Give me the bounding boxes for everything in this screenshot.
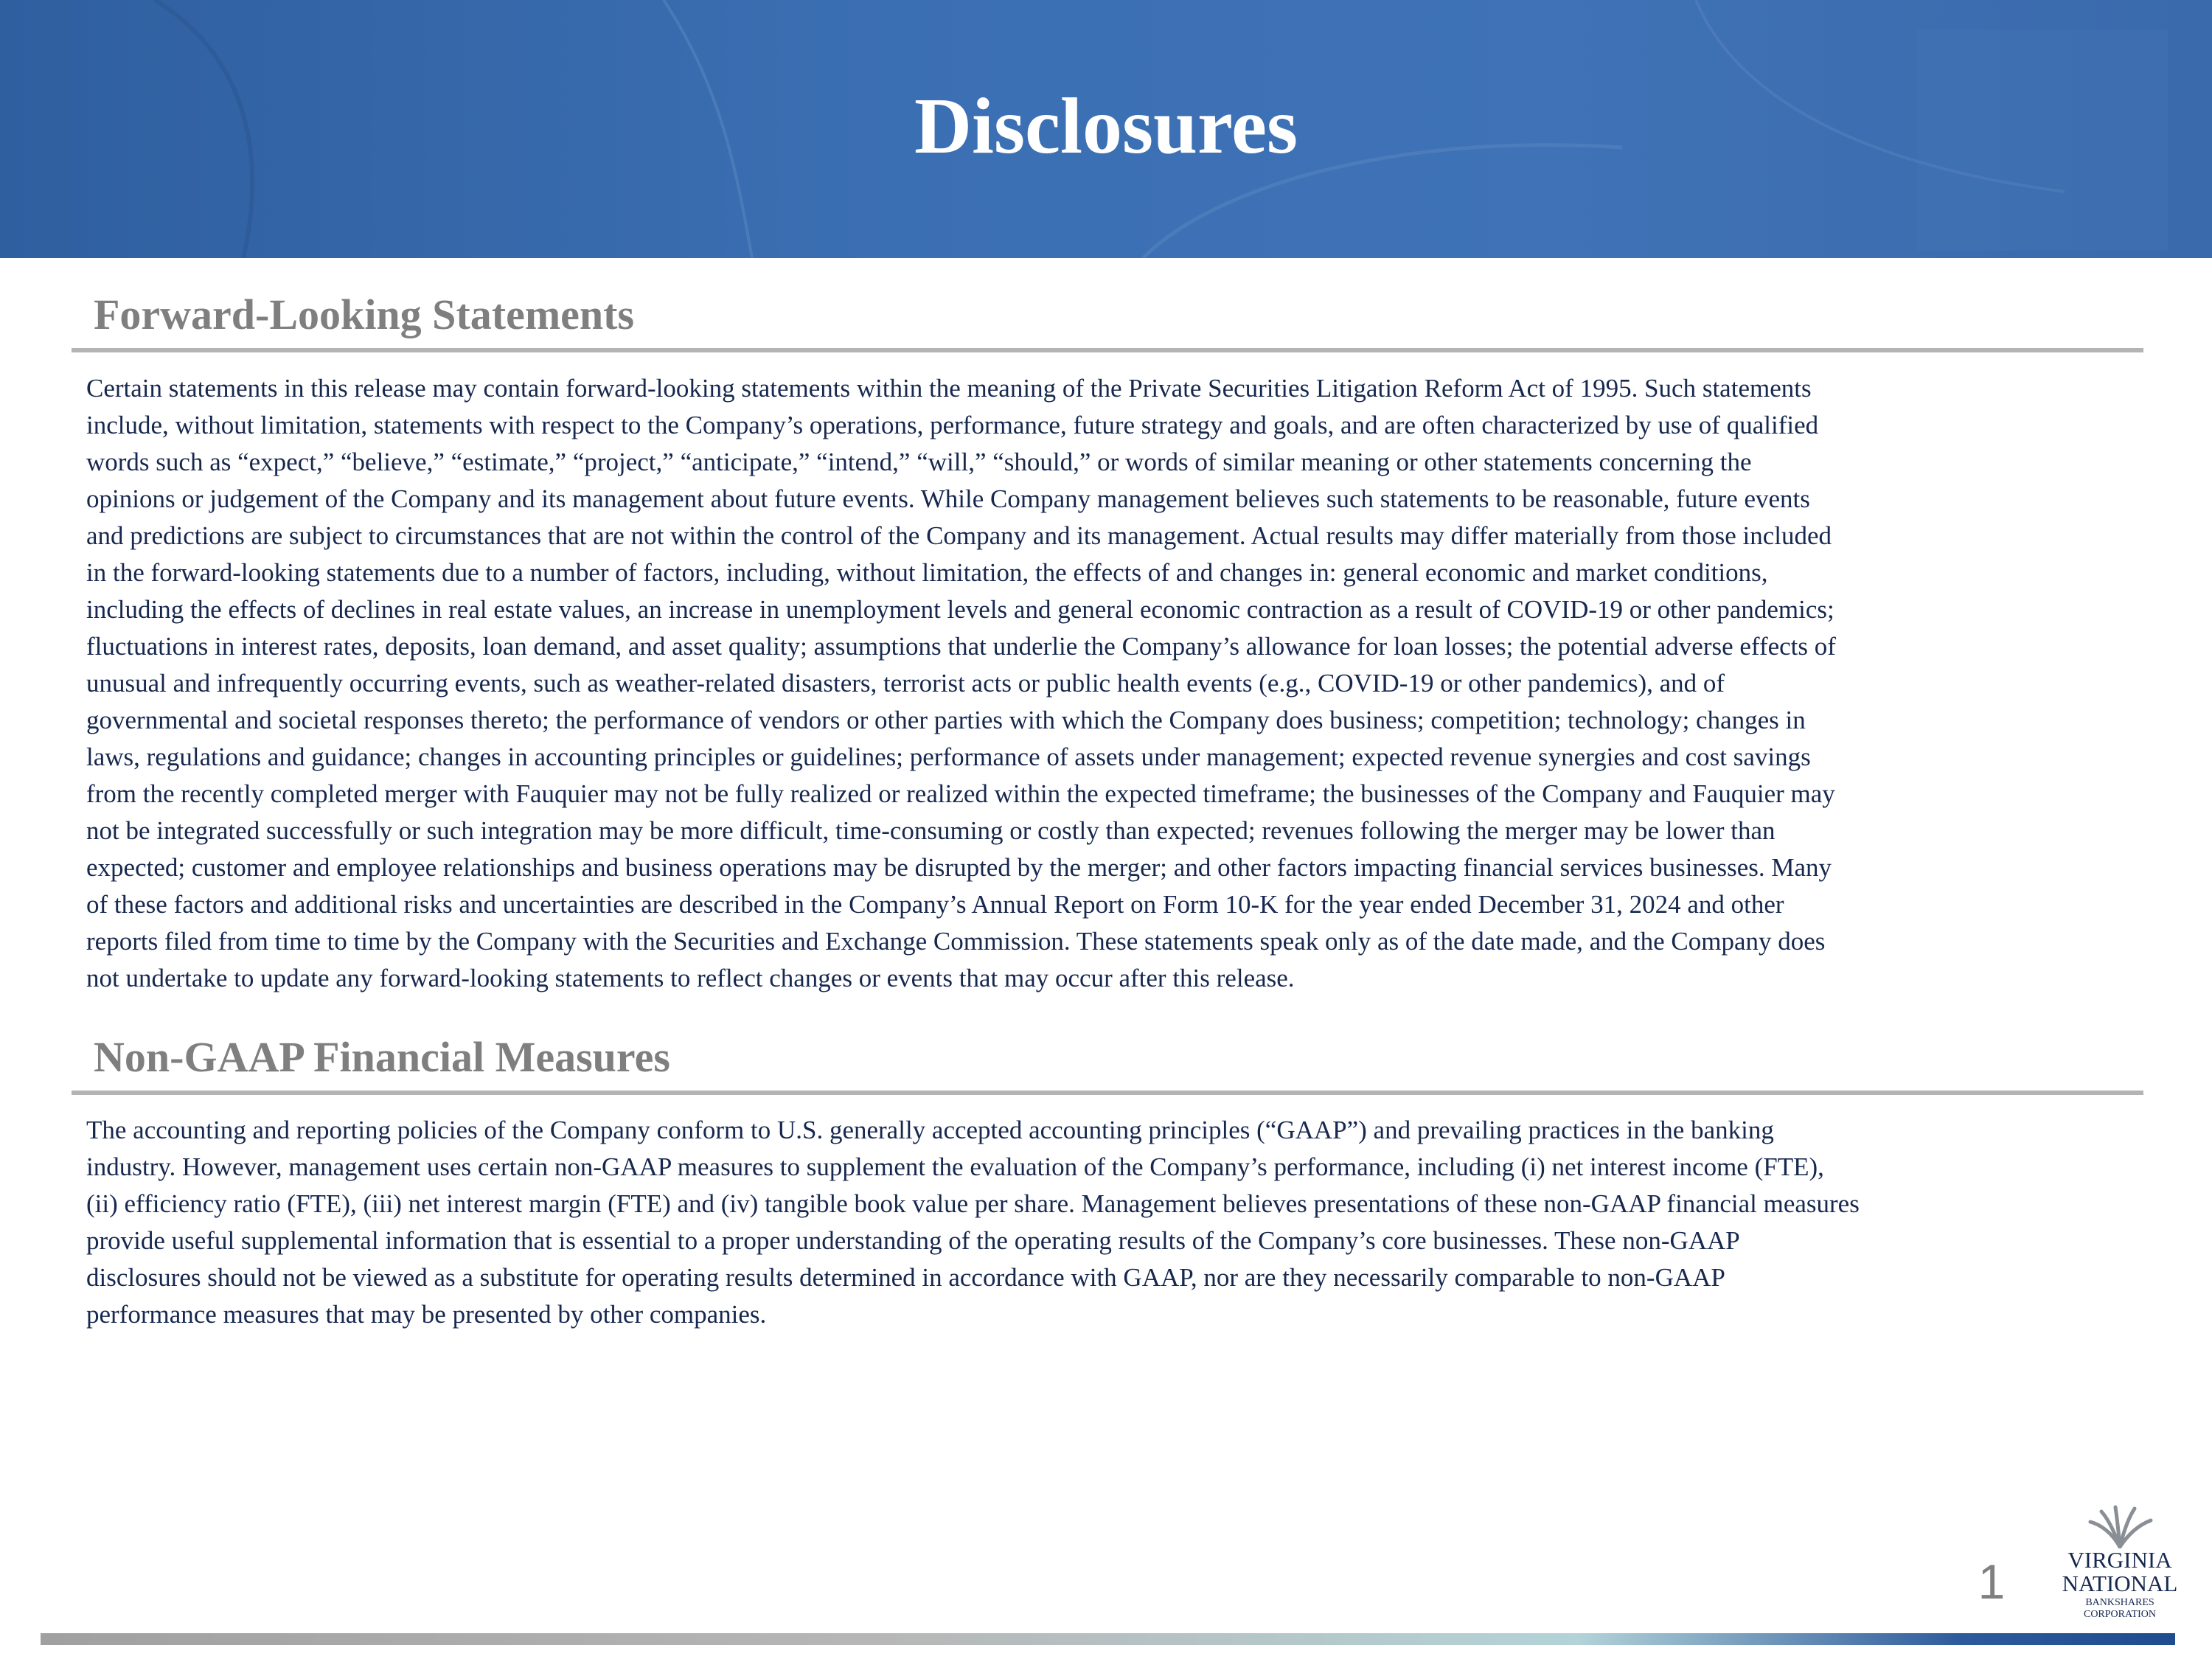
paragraph-line: industry. However, management uses certain non-GAAP measures to supplement the evaluation of the Company’s performance, including (i) net interest income (FTE),	[86, 1152, 1824, 1181]
logo-text-virginia: VIRGINIA	[2067, 1547, 2172, 1573]
non-gaap-paragraph	[86, 1112, 2143, 1333]
paragraph-line: in the forward-looking statements due to a number of factors, including, without limitation, the effects of and changes in: general economic and market conditions,	[86, 558, 1768, 587]
paragraph-line: laws, regulations and guidance; changes in accounting principles or guidelines; performance of assets under management; expected revenue synergies and cost savings	[86, 742, 1811, 771]
page-title: Disclosures	[914, 83, 1298, 170]
footer-gradient-bar	[41, 1633, 2175, 1645]
paragraph-line: provide useful supplemental information that is essential to a proper understanding of the operating results of the Company’s core businesses. These non-GAAP	[86, 1226, 1740, 1255]
paragraph-line: governmental and societal responses thereto; the performance of vendors or other parties with which the Company does business; competition; technology; changes in	[86, 706, 1806, 734]
paragraph-line: reports filed from time to time by the Company with the Securities and Exchange Commission. These statements speak only as of the date made, and the Company does	[86, 927, 1826, 956]
wheat-logo-icon	[2061, 1504, 2179, 1548]
paragraph-line: expected; customer and employee relationships and business operations may be disrupted by the merger; and other factors impacting financial services businesses. Many	[86, 853, 1832, 882]
page-number: 1	[1978, 1554, 2006, 1609]
paragraph-line: words such as “expect,” “believe,” “estimate,” “project,” “anticipate,” “intend,” “will,” “should,” or words of similar meaning or other statements concerning the	[86, 448, 1752, 476]
section-heading-non-gaap: Non-GAAP Financial Measures	[94, 1033, 670, 1081]
paragraph-line: The accounting and reporting policies of the Company conform to U.S. generally accepted accounting principles (“GAAP”) and prevailing practices in the banking	[86, 1116, 1774, 1144]
paragraph-line: opinions or judgement of the Company and its management about future events. While Company management believes such statements to be reasonable, future events	[86, 484, 1810, 513]
paragraph-line: including the effects of declines in real estate values, an increase in unemployment levels and general economic contraction as a result of COVID-19 or other pandemics;	[86, 595, 1834, 624]
logo-text-corporation: CORPORATION	[2083, 1609, 2156, 1620]
paragraph-line: include, without limitation, statements with respect to the Company’s operations, performance, future strategy and goals, and are often characterized by use of qualified	[86, 411, 1819, 439]
paragraph-line: (ii) efficiency ratio (FTE), (iii) net interest margin (FTE) and (iv) tangible book value per share. Management believes presentations of these non-GAAP financial measures	[86, 1189, 1860, 1218]
paragraph-line: not undertake to update any forward-looking statements to reflect changes or events that may occur after this release.	[86, 964, 1295, 992]
paragraph-line: of these factors and additional risks and uncertainties are described in the Company’s Annual Report on Form 10-K for the year ended December 31, 2024 and other	[86, 890, 1784, 919]
forward-looking-paragraph	[86, 370, 2143, 997]
paragraph-line: fluctuations in interest rates, deposits, loan demand, and asset quality; assumptions that underlie the Company’s allowance for loan losses; the potential adverse effects of	[86, 632, 1836, 661]
paragraph-line: not be integrated successfully or such integration may be more difficult, time-consuming or costly than expected; revenues following the merger may be lower than	[86, 816, 1775, 845]
section-divider	[72, 348, 2143, 352]
section-heading-forward-looking: Forward-Looking Statements	[94, 291, 635, 338]
logo-text-bankshares: BANKSHARES	[2085, 1597, 2154, 1608]
company-logo	[2061, 1504, 2179, 1622]
header-banner	[0, 0, 2212, 258]
paragraph-line: disclosures should not be viewed as a substitute for operating results determined in accordance with GAAP, nor are they necessarily comparable to non-GAAP	[86, 1263, 1725, 1292]
section-divider	[72, 1091, 2143, 1095]
paragraph-line: from the recently completed merger with Fauquier may not be fully realized or realized within the expected timeframe; the businesses of the Company and Fauquier may	[86, 779, 1835, 808]
paragraph-line: Certain statements in this release may contain forward-looking statements within the meaning of the Private Securities Litigation Reform Act of 1995. Such statements	[86, 374, 1812, 403]
logo-text-national: NATIONAL	[2062, 1571, 2178, 1596]
paragraph-line: unusual and infrequently occurring events, such as weather-related disasters, terrorist acts or public health events (e.g., COVID-19 or other pandemics), and of	[86, 669, 1725, 698]
paragraph-line: and predictions are subject to circumstances that are not within the control of the Company and its management. Actual results may differ materially from those included	[86, 521, 1832, 550]
paragraph-line: performance measures that may be presented by other companies.	[86, 1300, 767, 1329]
